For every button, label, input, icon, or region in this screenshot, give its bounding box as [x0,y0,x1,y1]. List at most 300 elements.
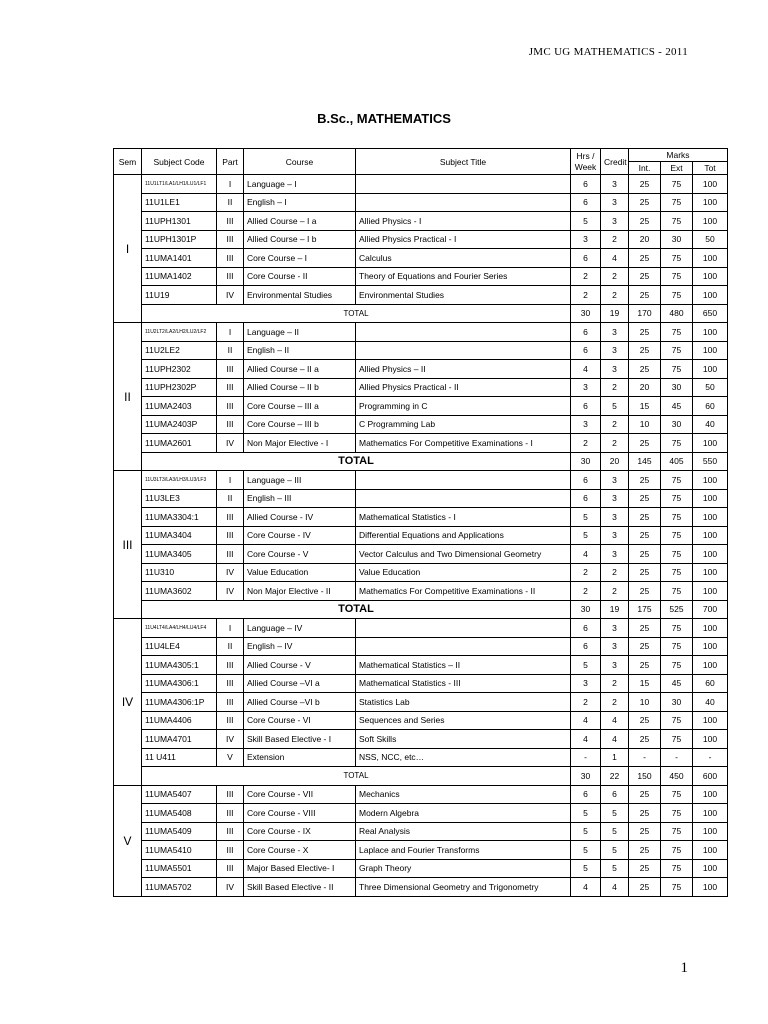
subject-code: 11U4LE4 [142,637,217,656]
table-row [114,526,728,545]
hrs-cell: 6 [571,341,601,360]
table-row [114,249,728,268]
subject-title-cell: Modern Algebra [356,804,571,823]
table-row [114,637,728,656]
int-cell: 10 [629,693,661,712]
total-hrs: 30 [571,767,601,786]
ext-cell: 30 [661,415,693,434]
subject-title-cell: Mathematics For Competitive Examinations - I [356,434,571,453]
int-cell: 25 [629,859,661,878]
hrs-cell: 6 [571,489,601,508]
subject-code: 11U3LT3/LA3/LH3/LU3/LF3 [142,471,217,490]
subject-code: 11U19 [142,286,217,305]
hrs-cell: 5 [571,508,601,527]
subject-code: 11UMA4306:1 [142,674,217,693]
subject-code: 11UMA3405 [142,545,217,564]
int-cell: 25 [629,267,661,286]
subject-code: 11UPH2302P [142,378,217,397]
subject-title-cell: Mathematical Statistics – II [356,656,571,675]
course-cell: Core Course - V [244,545,356,564]
subject-title-cell: Vector Calculus and Two Dimensional Geometry [356,545,571,564]
tot-cell: 60 [693,674,728,693]
part-cell: III [217,674,244,693]
course-cell: Core Course - VIII [244,804,356,823]
credit-cell: 4 [601,249,629,268]
int-cell: 25 [629,619,661,638]
int-cell: 25 [629,526,661,545]
table-row [114,822,728,841]
tot-cell: 40 [693,693,728,712]
table-row [114,563,728,582]
subject-code: 11 U411 [142,748,217,767]
ext-cell: - [661,748,693,767]
course-cell: Allied Course - V [244,656,356,675]
hrs-cell: 3 [571,378,601,397]
tot-cell: 100 [693,730,728,749]
tot-cell: 100 [693,878,728,897]
hrs-cell: 6 [571,175,601,194]
subject-title-cell: Mathematical Statistics - III [356,674,571,693]
hrs-cell: 5 [571,822,601,841]
int-cell: 25 [629,434,661,453]
course-cell: Value Education [244,563,356,582]
subject-title-cell: Value Education [356,563,571,582]
part-cell: I [217,471,244,490]
tot-cell: 100 [693,434,728,453]
int-cell: 25 [629,563,661,582]
ext-cell: 75 [661,822,693,841]
course-cell: Core Course - IX [244,822,356,841]
course-cell: Skill Based Elective - II [244,878,356,897]
subject-title-cell [356,341,571,360]
tot-cell: 60 [693,397,728,416]
part-cell: III [217,526,244,545]
credit-cell: 2 [601,415,629,434]
subject-title-cell [356,175,571,194]
subject-title-cell: C Programming Lab [356,415,571,434]
total-credit: 22 [601,767,629,786]
subject-title-cell: Mathematics For Competitive Examinations - II [356,582,571,601]
credit-cell: 2 [601,582,629,601]
hrs-cell: 2 [571,434,601,453]
table-row [114,360,728,379]
subject-code: 11U310 [142,563,217,582]
tot-cell: 100 [693,563,728,582]
table-row [114,415,728,434]
int-cell: 25 [629,175,661,194]
subject-code: 11UMA5410 [142,841,217,860]
hrs-cell: 6 [571,785,601,804]
table-row [114,656,728,675]
hrs-cell: 6 [571,637,601,656]
part-cell: II [217,489,244,508]
tot-cell: 50 [693,230,728,249]
credit-cell: 3 [601,175,629,194]
tot-cell: 100 [693,193,728,212]
table-row [114,711,728,730]
part-cell: III [217,415,244,434]
course-cell: Core Course - VI [244,711,356,730]
course-cell: Core Course – III b [244,415,356,434]
subject-code: 11UMA3404 [142,526,217,545]
part-cell: III [217,249,244,268]
int-cell: 25 [629,804,661,823]
hrs-cell: 2 [571,582,601,601]
header-tot: Tot [693,162,728,175]
credit-cell: 5 [601,804,629,823]
total-credit: 19 [601,304,629,323]
ext-cell: 75 [661,360,693,379]
credit-cell: 3 [601,360,629,379]
credit-cell: 2 [601,286,629,305]
course-cell: Extension [244,748,356,767]
int-cell: 25 [629,730,661,749]
credit-cell: 4 [601,711,629,730]
table-row [114,582,728,601]
part-cell: III [217,804,244,823]
part-cell: III [217,841,244,860]
hrs-cell: 6 [571,619,601,638]
int-cell: 25 [629,471,661,490]
total-ext: 405 [661,452,693,471]
credit-cell: 2 [601,378,629,397]
table-row [114,323,728,342]
credit-cell: 6 [601,785,629,804]
total-int: 150 [629,767,661,786]
int-cell: 15 [629,674,661,693]
ext-cell: 75 [661,471,693,490]
subject-title-cell: Allied Physics Practical - II [356,378,571,397]
tot-cell: 40 [693,415,728,434]
course-cell: English – IV [244,637,356,656]
subject-title-cell: Differential Equations and Applications [356,526,571,545]
course-cell: English – I [244,193,356,212]
header-course: Course [244,149,356,175]
table-row [114,804,728,823]
part-cell: III [217,545,244,564]
total-tot: 700 [693,600,728,619]
table-row [114,674,728,693]
part-cell: III [217,378,244,397]
credit-cell: 2 [601,267,629,286]
hrs-cell: 5 [571,526,601,545]
hrs-cell: 3 [571,230,601,249]
header-credit: Credit [601,149,629,175]
subject-title-cell: Calculus [356,249,571,268]
total-label: TOTAL [142,767,571,786]
subject-title-cell [356,323,571,342]
part-cell: I [217,323,244,342]
subject-code: 11U3LE3 [142,489,217,508]
total-row [114,452,728,471]
total-tot: 600 [693,767,728,786]
subject-code: 11U1LE1 [142,193,217,212]
ext-cell: 75 [661,323,693,342]
header-part: Part [217,149,244,175]
int-cell: 25 [629,878,661,897]
int-cell: 25 [629,286,661,305]
int-cell: 25 [629,360,661,379]
subject-code: 11UMA5408 [142,804,217,823]
hrs-cell: 5 [571,212,601,231]
ext-cell: 75 [661,193,693,212]
part-cell: I [217,175,244,194]
subject-code: 11UMA5702 [142,878,217,897]
subject-code: 11UMA2403P [142,415,217,434]
subject-title-cell: Three Dimensional Geometry and Trigonometry [356,878,571,897]
int-cell: 25 [629,508,661,527]
hrs-cell: 6 [571,193,601,212]
subject-title-cell: Statistics Lab [356,693,571,712]
part-cell: IV [217,434,244,453]
tot-cell: 100 [693,804,728,823]
subject-title-cell [356,471,571,490]
credit-cell: 2 [601,693,629,712]
ext-cell: 75 [661,563,693,582]
ext-cell: 30 [661,378,693,397]
total-label: TOTAL [142,452,571,471]
subject-code: 11U4LT4/LA4/LH4/LU4/LF4 [142,619,217,638]
tot-cell: 100 [693,249,728,268]
part-cell: IV [217,730,244,749]
ext-cell: 45 [661,674,693,693]
hrs-cell: 4 [571,545,601,564]
hrs-cell: 4 [571,360,601,379]
course-cell: Core Course - II [244,267,356,286]
table-row [114,693,728,712]
credit-cell: 3 [601,545,629,564]
course-cell: Language – I [244,175,356,194]
total-int: 170 [629,304,661,323]
header-subject-code: Subject Code [142,149,217,175]
tot-cell: 100 [693,508,728,527]
page-title: B.Sc., MATHEMATICS [317,111,451,126]
subject-title-cell: Mechanics [356,785,571,804]
subject-code: 11UMA4305:1 [142,656,217,675]
subject-title-cell: NSS, NCC, etc… [356,748,571,767]
total-row [114,767,728,786]
credit-cell: 3 [601,193,629,212]
hrs-cell: 2 [571,693,601,712]
credit-cell: 3 [601,471,629,490]
ext-cell: 75 [661,804,693,823]
subject-code: 11UMA5407 [142,785,217,804]
subject-code: 11UMA3304:1 [142,508,217,527]
semester-label: II [114,323,142,471]
tot-cell: 100 [693,471,728,490]
credit-cell: 3 [601,212,629,231]
tot-cell: 100 [693,323,728,342]
part-cell: III [217,230,244,249]
table-row [114,489,728,508]
ext-cell: 75 [661,619,693,638]
total-hrs: 30 [571,600,601,619]
course-cell: Allied Course – I b [244,230,356,249]
tot-cell: 100 [693,526,728,545]
credit-cell: 4 [601,878,629,897]
part-cell: IV [217,286,244,305]
course-cell: Language – II [244,323,356,342]
credit-cell: 3 [601,341,629,360]
subject-code: 11UMA3602 [142,582,217,601]
ext-cell: 30 [661,693,693,712]
total-hrs: 30 [571,304,601,323]
credit-cell: 3 [601,323,629,342]
hrs-cell: 2 [571,267,601,286]
table-row [114,785,728,804]
part-cell: II [217,637,244,656]
tot-cell: 100 [693,711,728,730]
subject-code: 11UMA4701 [142,730,217,749]
semester-label: I [114,175,142,323]
credit-cell: 4 [601,730,629,749]
table-row [114,545,728,564]
course-cell: Non Major Elective - II [244,582,356,601]
part-cell: V [217,748,244,767]
part-cell: III [217,267,244,286]
course-cell: Allied Course –VI b [244,693,356,712]
int-cell: 10 [629,415,661,434]
ext-cell: 75 [661,267,693,286]
int-cell: - [629,748,661,767]
tot-cell: 100 [693,175,728,194]
hrs-cell: 4 [571,878,601,897]
credit-cell: 2 [601,434,629,453]
table-row [114,212,728,231]
tot-cell: 100 [693,286,728,305]
course-cell: Language – III [244,471,356,490]
part-cell: II [217,341,244,360]
table-body [114,175,728,897]
table-row [114,193,728,212]
course-cell: Skill Based Elective - I [244,730,356,749]
table-row [114,859,728,878]
ext-cell: 75 [661,212,693,231]
tot-cell: 100 [693,822,728,841]
subject-title-cell: Allied Physics – II [356,360,571,379]
tot-cell: 100 [693,841,728,860]
course-cell: Non Major Elective - I [244,434,356,453]
part-cell: III [217,711,244,730]
credit-cell: 3 [601,619,629,638]
total-tot: 650 [693,304,728,323]
part-cell: III [217,508,244,527]
course-cell: Core Course - X [244,841,356,860]
document-header: JMC UG MATHEMATICS - 2011 [528,46,688,58]
table-row [114,397,728,416]
ext-cell: 75 [661,434,693,453]
total-credit: 20 [601,452,629,471]
subject-code: 11U1LT1/LA1/LH1/LU1/LF1 [142,175,217,194]
table-row [114,471,728,490]
page-number: 1 [680,960,688,976]
subject-title-cell [356,637,571,656]
ext-cell: 75 [661,489,693,508]
header-sem: Sem [114,149,142,175]
part-cell: IV [217,563,244,582]
subject-code: 11UMA1401 [142,249,217,268]
ext-cell: 75 [661,711,693,730]
tot-cell: 100 [693,489,728,508]
semester-label: IV [114,619,142,786]
subject-code: 11UMA1402 [142,267,217,286]
tot-cell: 100 [693,545,728,564]
part-cell: III [217,360,244,379]
ext-cell: 75 [661,341,693,360]
ext-cell: 75 [661,637,693,656]
course-cell: Major Based Elective- I [244,859,356,878]
hrs-cell: 5 [571,859,601,878]
part-cell: IV [217,878,244,897]
ext-cell: 75 [661,526,693,545]
int-cell: 25 [629,489,661,508]
subject-title-cell: Theory of Equations and Fourier Series [356,267,571,286]
ext-cell: 30 [661,230,693,249]
int-cell: 25 [629,785,661,804]
semester-label: III [114,471,142,619]
int-cell: 25 [629,582,661,601]
int-cell: 15 [629,397,661,416]
credit-cell: 3 [601,526,629,545]
table-row [114,341,728,360]
hrs-cell: 5 [571,656,601,675]
course-cell: Core Course – I [244,249,356,268]
table-row [114,841,728,860]
hrs-cell: 2 [571,286,601,305]
tot-cell: 100 [693,859,728,878]
course-cell: English – III [244,489,356,508]
subject-title-cell: Programming in C [356,397,571,416]
int-cell: 25 [629,841,661,860]
subject-title-cell [356,489,571,508]
tot-cell: 100 [693,619,728,638]
total-int: 145 [629,452,661,471]
tot-cell: 100 [693,267,728,286]
ext-cell: 75 [661,859,693,878]
part-cell: III [217,397,244,416]
ext-cell: 75 [661,656,693,675]
part-cell: III [217,859,244,878]
credit-cell: 5 [601,841,629,860]
ext-cell: 75 [661,841,693,860]
tot-cell: 100 [693,212,728,231]
curriculum-table [113,148,728,897]
subject-code: 11UMA2403 [142,397,217,416]
credit-cell: 3 [601,508,629,527]
credit-cell: 5 [601,397,629,416]
subject-title-cell: Allied Physics Practical - I [356,230,571,249]
subject-title-cell: Sequences and Series [356,711,571,730]
subject-code: 11UPH2302 [142,360,217,379]
hrs-cell: 4 [571,730,601,749]
table-row [114,730,728,749]
int-cell: 25 [629,656,661,675]
semester-label: V [114,785,142,896]
course-cell: English – II [244,341,356,360]
credit-cell: 1 [601,748,629,767]
total-ext: 525 [661,600,693,619]
hrs-cell: 3 [571,674,601,693]
part-cell: III [217,693,244,712]
table-row [114,619,728,638]
ext-cell: 75 [661,545,693,564]
ext-cell: 75 [661,249,693,268]
int-cell: 25 [629,249,661,268]
part-cell: II [217,193,244,212]
subject-title-cell: Allied Physics - I [356,212,571,231]
subject-code: 11UMA5501 [142,859,217,878]
ext-cell: 75 [661,175,693,194]
